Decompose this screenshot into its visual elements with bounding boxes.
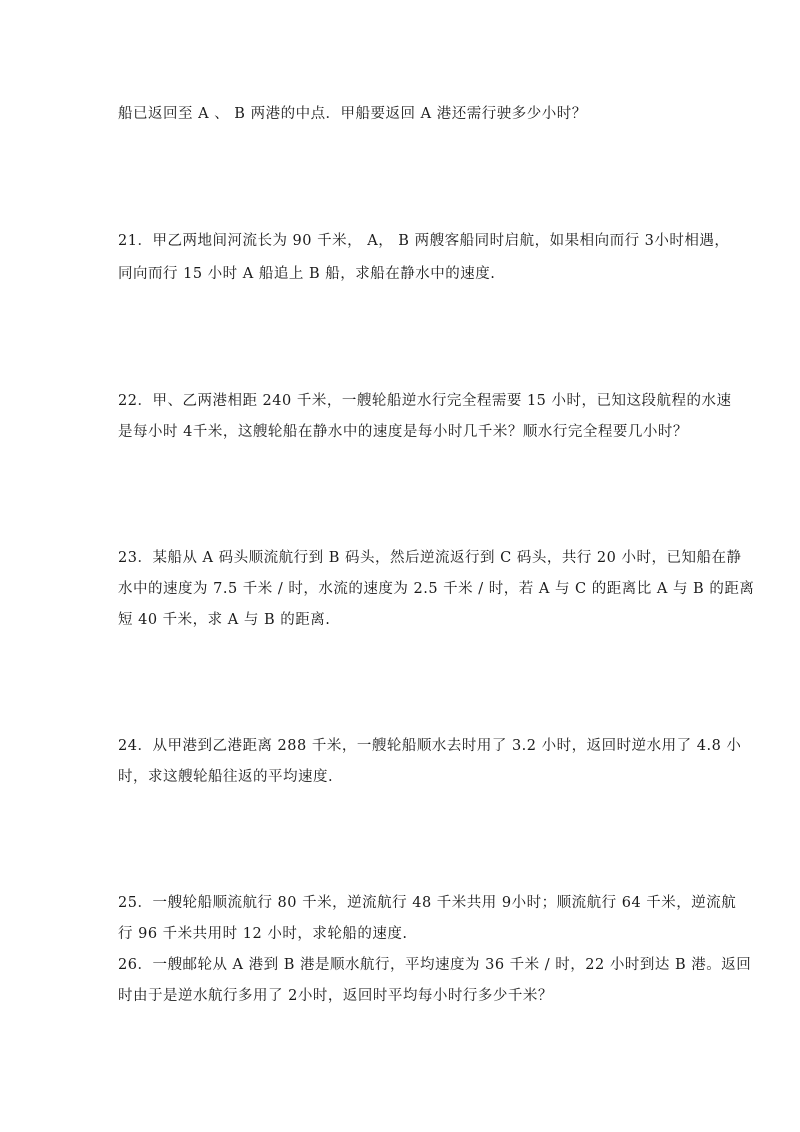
problem-20-tail-line-1: 船已返回至 A 、 B 两港的中点．甲船要返回 A 港还需行驶多少小时？ bbox=[118, 106, 587, 122]
problem-22-line-2: 是每小时 4千米，这艘轮船在静水中的速度是每小时几千米？顺水行完全程要几小时？ bbox=[118, 424, 688, 440]
problem-24-line-1: 24．从甲港到乙港距离 288 千米，一艘轮船顺水去时用了 3.2 小时，返回时逆水用了 4.8 小 bbox=[118, 738, 742, 754]
problem-21-line-2: 同向而行 15 小时 A 船追上 B 船，求船在静水中的速度. bbox=[118, 266, 496, 282]
problem-25-line-1: 25．一艘轮船顺流航行 80 千米，逆流航行 48 千米共用 9小时；顺流航行 64 千米，逆流航 bbox=[118, 895, 737, 911]
problem-26-line-2: 时由于是逆水航行多用了 2小时，返回时平均每小时行多少千米？ bbox=[118, 988, 553, 1004]
problem-23-line-3: 短 40 千米，求 A 与 B 的距离. bbox=[118, 612, 331, 628]
problem-25-line-2: 行 96 千米共用时 12 小时，求轮船的速度. bbox=[118, 926, 408, 942]
problem-21-line-1: 21．甲乙两地间河流长为 90 千米， A， B 两艘客船同时启航，如果相向而行 3小时相遇， bbox=[118, 233, 730, 249]
problem-23-line-1: 23．某船从 A 码头顺流航行到 B 码头，然后逆流返行到 C 码头，共行 20 小时，已知船在静 bbox=[118, 550, 742, 566]
problem-23-line-2: 水中的速度为 7.5 千米 / 时，水流的速度为 2.5 千米 / 时，若 A 与 C 的距离比 A 与 B 的距离 bbox=[118, 581, 755, 597]
problem-24-line-2: 时，求这艘轮船往返的平均速度. bbox=[118, 769, 334, 785]
problem-22-line-1: 22．甲、乙两港相距 240 千米，一艘轮船逆水行完全程需要 15 小时，已知这段航程的水速 bbox=[118, 393, 732, 409]
problem-26-line-1: 26．一艘邮轮从 A 港到 B 港是顺水航行，平均速度为 36 千米 / 时，22 小时到达 B 港。返回 bbox=[118, 957, 752, 973]
